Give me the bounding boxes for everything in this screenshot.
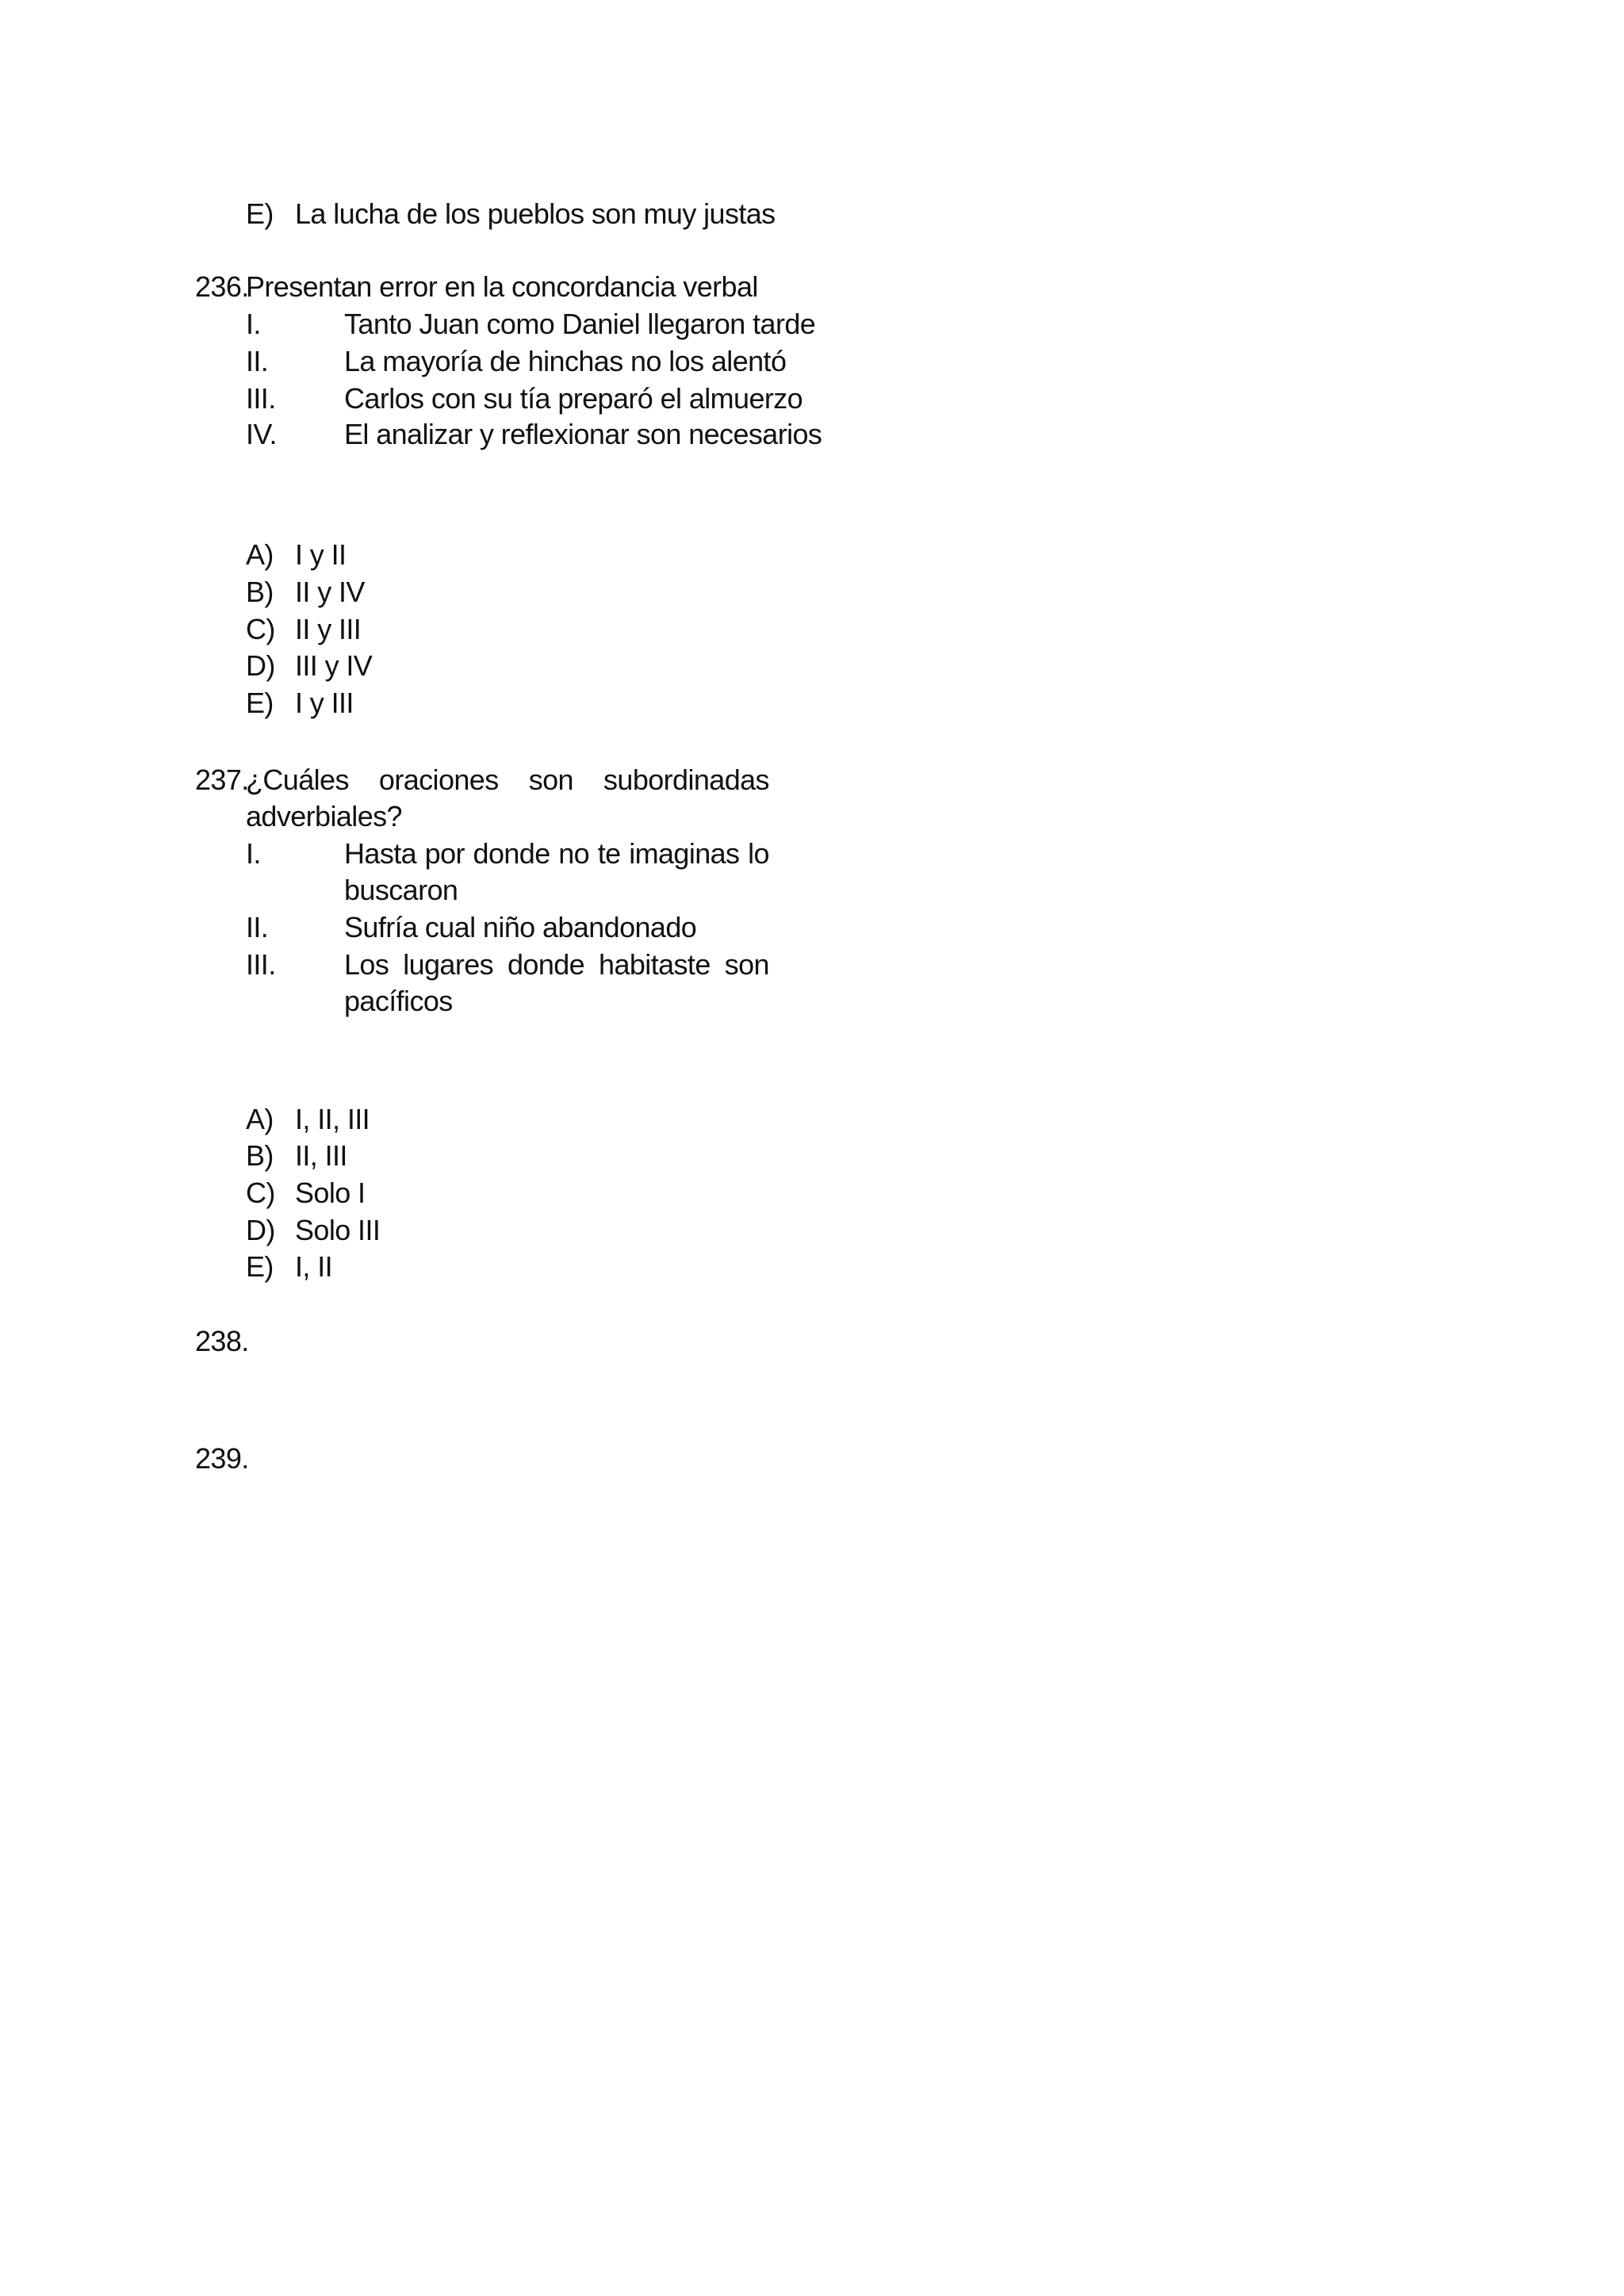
statement-text: Sufría cual niño abandonado — [344, 911, 697, 943]
option-letter: B) — [246, 576, 274, 608]
question-number: 239. — [195, 1442, 249, 1475]
statement-word: te — [597, 837, 621, 870]
statement-roman: III. — [246, 382, 276, 415]
statement-text: buscaron — [344, 874, 458, 906]
option-letter: A) — [246, 538, 274, 571]
statement-roman: II. — [246, 345, 269, 377]
option-text: I, II, III — [295, 1103, 370, 1135]
question-number: 236. — [195, 270, 249, 303]
option-text: I, II — [295, 1250, 333, 1283]
statement-word: imaginas — [629, 837, 740, 870]
option-text: I y III — [295, 687, 354, 719]
option-letter: C) — [246, 1177, 275, 1209]
option-text: II, III — [295, 1139, 347, 1172]
option-letter: C) — [246, 613, 275, 645]
option-letter: E) — [246, 687, 274, 719]
question-stem: adverbiales? — [246, 800, 402, 832]
statement-word: son — [724, 948, 769, 981]
question-stem: Presentan error en la concordancia verbal — [246, 270, 758, 303]
statement-roman: IV. — [246, 418, 277, 450]
statement-roman: III. — [246, 948, 276, 981]
option-letter: E) — [246, 1250, 274, 1283]
option-letter: A) — [246, 1103, 274, 1135]
option-letter: D) — [246, 649, 275, 682]
option-text: Solo III — [295, 1214, 381, 1246]
statement-word: donde — [473, 837, 550, 870]
option-text: Solo I — [295, 1177, 366, 1209]
statement-word: por — [424, 837, 465, 870]
statement-roman: I. — [246, 308, 261, 340]
question-number: 237. — [195, 763, 249, 796]
statement-word: donde — [508, 948, 585, 981]
statement-text: La mayoría de hinchas no los alentó — [344, 345, 787, 377]
option-text: II y III — [295, 613, 362, 645]
question-237-stem — [246, 763, 769, 798]
statement-roman: I. — [246, 837, 261, 870]
stem-word: son — [528, 763, 573, 796]
statement-text: Tanto Juan como Daniel llegaron tarde — [344, 308, 816, 340]
q237-statement-3-line1 — [344, 947, 769, 982]
statement-word: lugares — [403, 948, 494, 981]
q237-statement-1-line1 — [344, 836, 769, 871]
stem-word: subordinadas — [603, 763, 769, 796]
option-letter: E) — [246, 197, 274, 230]
statement-word: no — [558, 837, 590, 870]
option-text: II y IV — [295, 576, 365, 608]
statement-word: Los — [344, 948, 389, 981]
stem-word: oraciones — [378, 763, 499, 796]
stem-word: ¿Cuáles — [246, 763, 349, 796]
option-text: I y II — [295, 538, 347, 571]
statement-word: habitaste — [599, 948, 710, 981]
statement-text: El analizar y reflexionar son necesarios — [344, 418, 822, 450]
statement-roman: II. — [246, 911, 269, 943]
option-text: III y IV — [295, 649, 373, 682]
option-text: La lucha de los pueblos son muy justas — [295, 197, 776, 230]
option-letter: D) — [246, 1214, 275, 1246]
statement-text: pacíficos — [344, 985, 453, 1017]
statement-word: lo — [748, 837, 769, 870]
statement-word: Hasta — [344, 837, 417, 870]
question-number: 238. — [195, 1325, 249, 1357]
statement-text: Carlos con su tía preparó el almuerzo — [344, 382, 803, 415]
option-letter: B) — [246, 1139, 274, 1172]
